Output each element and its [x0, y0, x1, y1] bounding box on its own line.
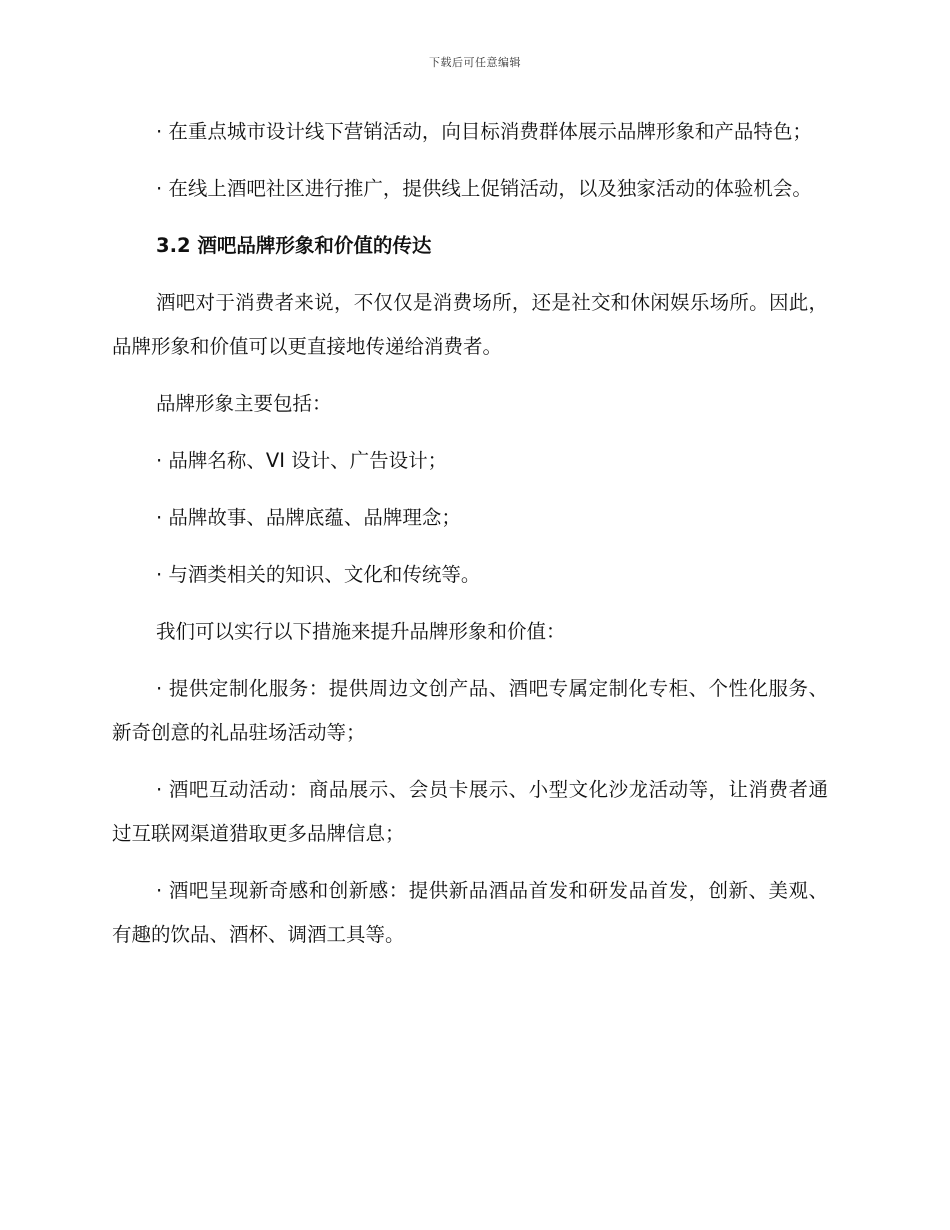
document-body: [112, 110, 828, 970]
bullet-offline-marketing: · 在重点城市设计线下营销活动，向目标消费群体展示品牌形象和产品特色；: [156, 120, 812, 143]
bullet-interactive-activities: · 酒吧互动活动：商品展示、会员卡展示、小型文化沙龙活动等，让消费者通过互联网渠道猎取更多品牌信息；: [112, 778, 828, 845]
section-heading: 3.2 酒吧品牌形象和价值的传达: [156, 234, 432, 257]
bullet-brand-name: · 品牌名称、VI 设计、广告设计；: [156, 449, 448, 472]
paragraph-intro: 酒吧对于消费者来说，不仅仅是消费场所，还是社交和休闲娱乐场所。因此，品牌形象和价值可以更直接地传递给消费者。: [112, 291, 828, 358]
bullet-brand-story: · 品牌故事、品牌底蕴、品牌理念；: [156, 506, 461, 529]
page-header: 下载后可任意编辑: [429, 56, 521, 69]
paragraph-brand-image-includes: 品牌形象主要包括：: [156, 392, 332, 415]
paragraph-measures: 我们可以实行以下措施来提升品牌形象和价值：: [156, 620, 566, 643]
bullet-wine-culture: · 与酒类相关的知识、文化和传统等。: [156, 563, 481, 586]
bullet-online-promotion: · 在线上酒吧社区进行推广，提供线上促销活动，以及独家活动的体验机会。: [156, 177, 812, 200]
bullet-custom-service: · 提供定制化服务：提供周边文创产品、酒吧专属定制化专柜、个性化服务、新奇创意的礼品驻场活动等；: [112, 677, 828, 744]
bullet-novelty-innovation: · 酒吧呈现新奇感和创新感：提供新品酒品首发和研发品首发，创新、美观、有趣的饮品、酒杯、调酒工具等。: [112, 879, 828, 946]
